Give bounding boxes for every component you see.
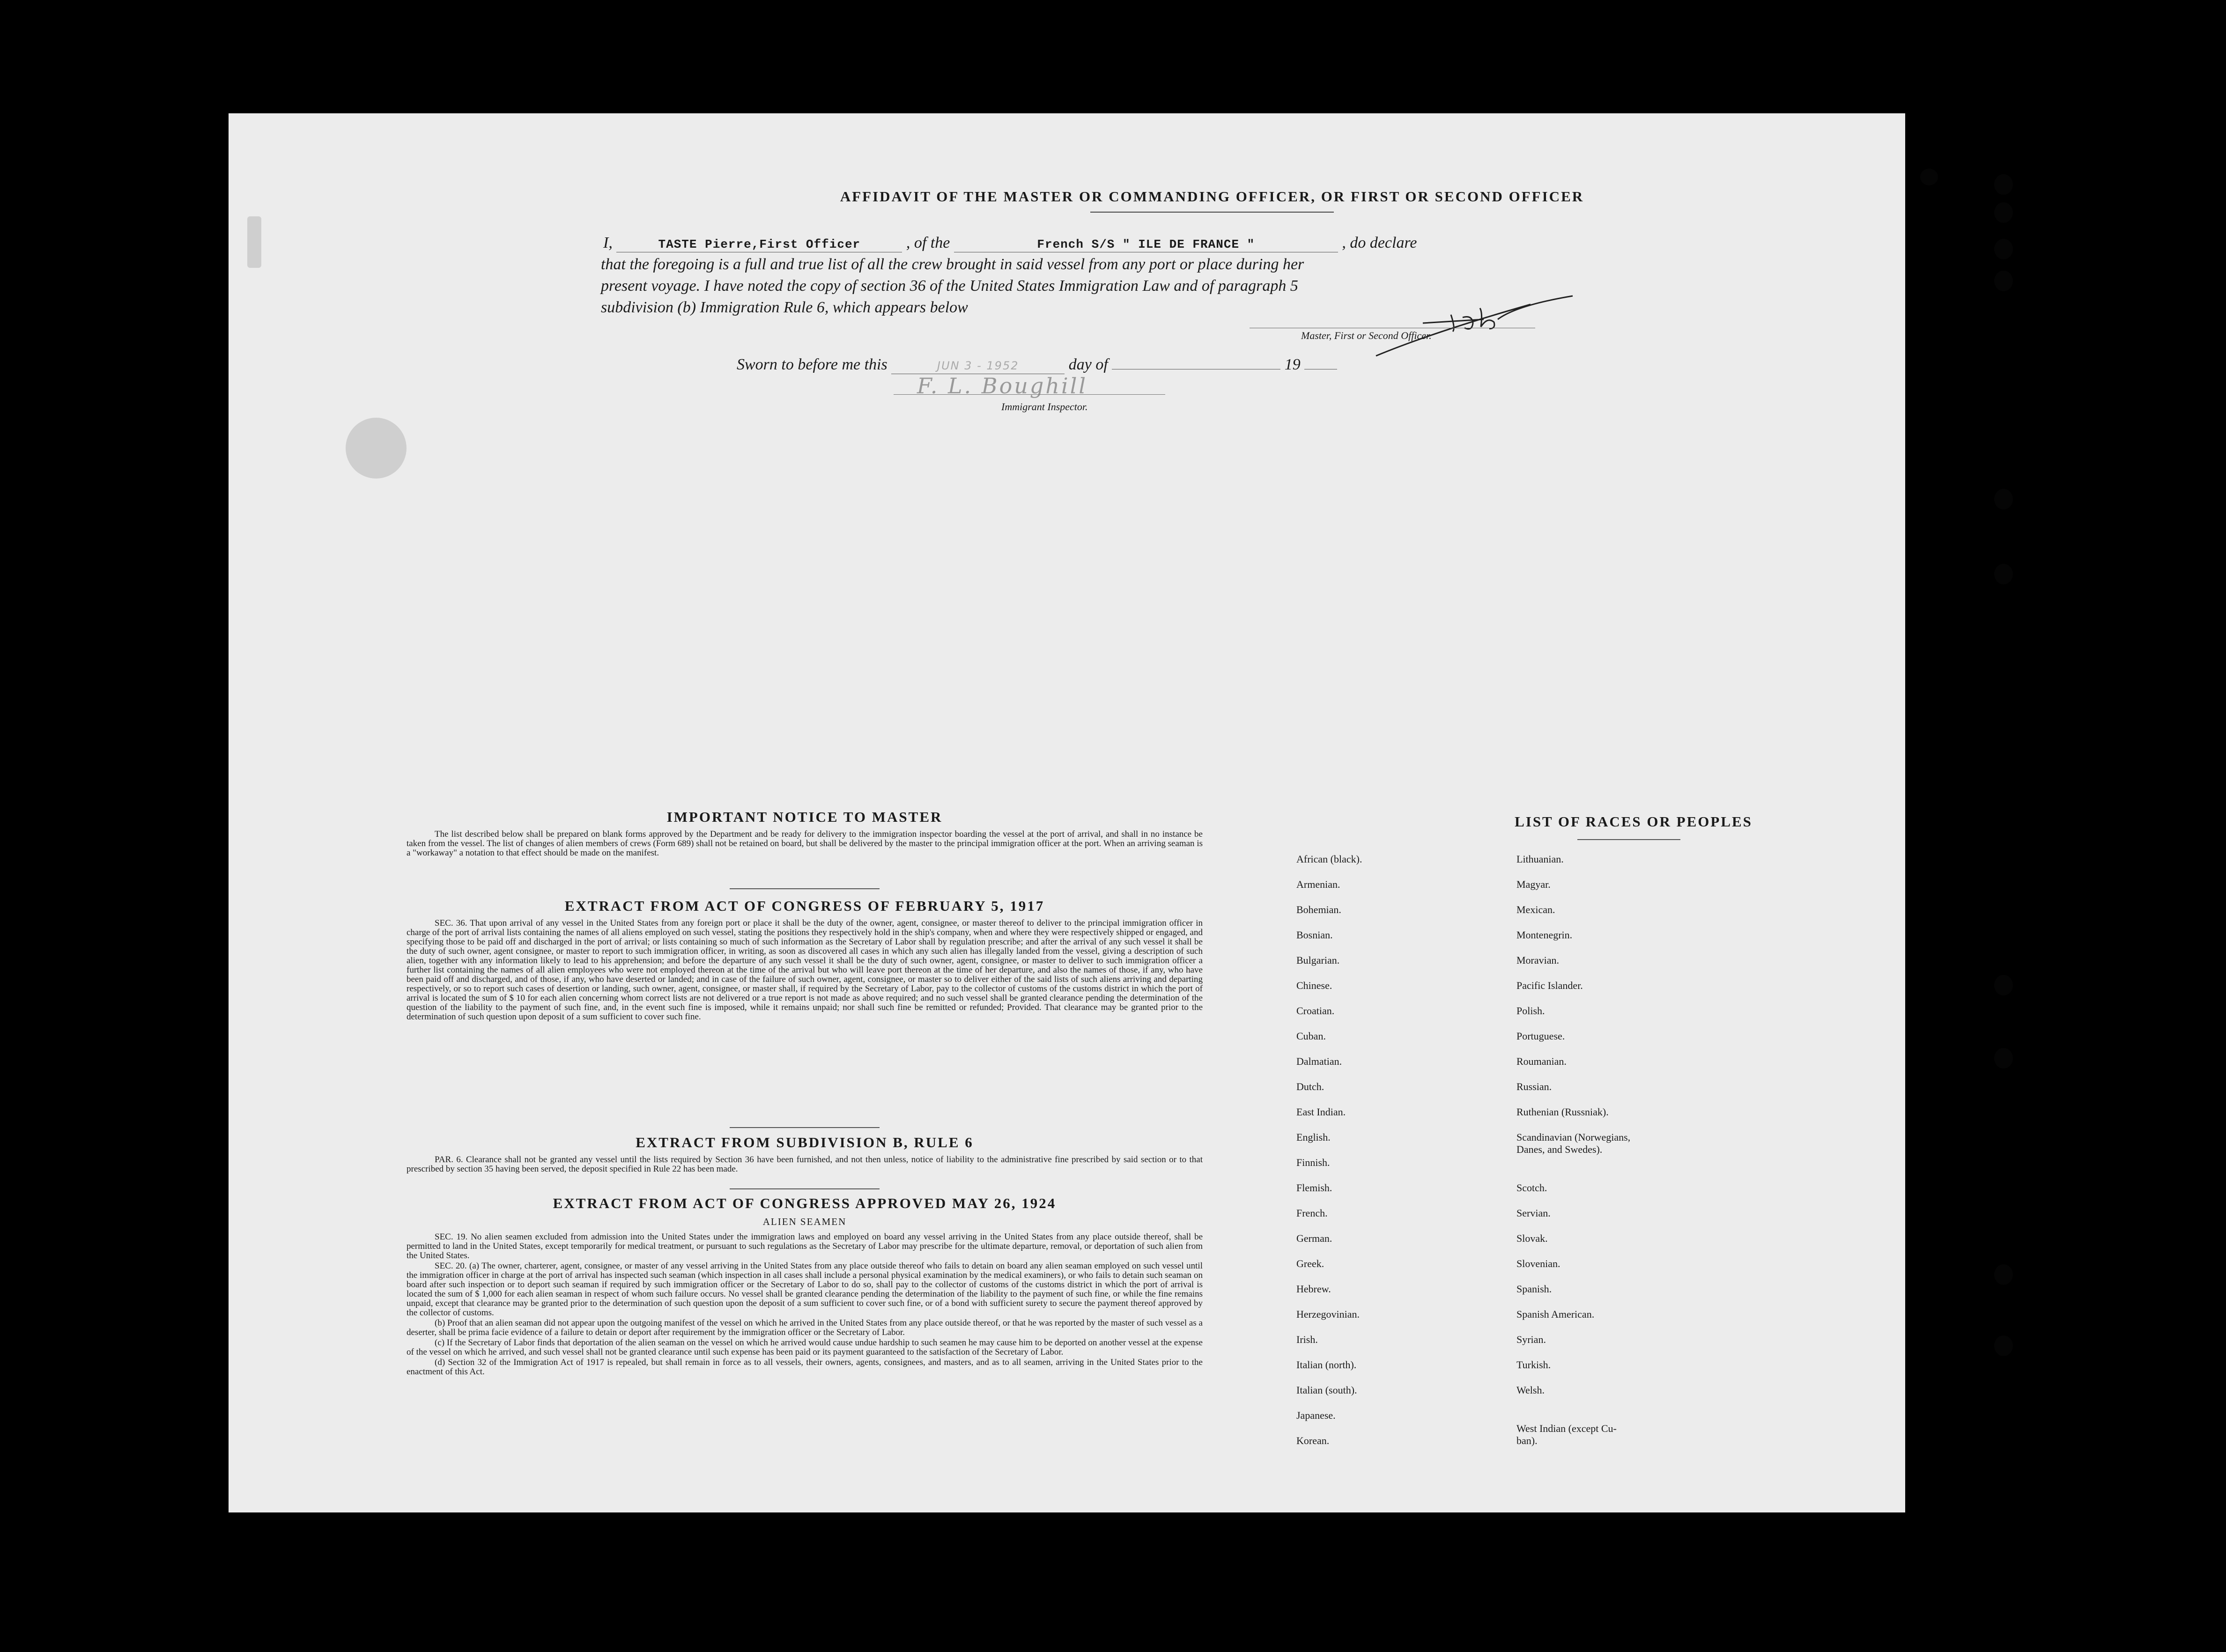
left-edge-mark	[247, 216, 261, 268]
punch-hole	[1994, 174, 2013, 195]
rule6-text: PAR. 6. Clearance shall not be granted any vessel until the lists required by Section 36 have been furnished, and not then unless, notice of liability to the administrative fine prescribed by said section or to that prescribed by section 35 having been served, the deposit specified in Rule 22 has been made.	[407, 1155, 1203, 1174]
race-item: Ruthenian (Russniak).	[1516, 1106, 1609, 1118]
vessel-name-field	[954, 234, 1338, 252]
race-item: German.	[1296, 1232, 1332, 1244]
race-item: Syrian.	[1516, 1334, 1546, 1345]
race-item: Italian (north).	[1296, 1359, 1357, 1371]
race-item: Bulgarian.	[1296, 954, 1340, 966]
sec20a-text: SEC. 20. (a) The owner, charterer, agent, consignee, or master of any vessel arriving in the United States from any place outside thereof who fails to detain on board any alien seaman employed on such vessel until the immigration officer in charge at the port of arrival has inspected such seaman (which inspection in all cases shall include a personal physical examination by the medical examiners), or who fails to detain such seaman on board after such inspection or to deport such seaman if required by such immigration officer or the Secretary of Labor to do so, shall pay to the collector of customs of the customs district in which the port of arrival is located the sum of $ 1,000 for each alien seaman in respect of whom such failure occurs. No vessel shall be granted clearance pending the determination of the liability to the payment of such fine, or while the fine remains unpaid, except that clearance may be granted prior to the determination of such question upon the deposit of a sum sufficient to cover such fine, or of a bond with sufficient surety to secure the payment thereof approved by the collector of customs.	[407, 1261, 1203, 1318]
affidavit-i: I,	[603, 234, 613, 251]
race-item: Polish.	[1516, 1005, 1545, 1017]
race-item: Bohemian.	[1296, 904, 1341, 915]
race-item: Greek.	[1296, 1258, 1324, 1269]
extract-1917-text: SEC. 36. That upon arrival of any vessel in the United States from any foreign port or place it shall be the duty of the owner, agent, consignee, or master thereof to deliver to the principal immigration officer in charge of the port of arrival lists containing the names of all aliens employed on such vessel, stating the positions they respectively hold in the ship's company, when and where they were respectively shipped or engaged, and specifying those to be paid off and discharged in the port of arrival; or lists containing so much of such information as the Secretary of Labor shall by regulation prescribe; and after the arrival of any such vessel it shall be the duty of such owner, agent consignee, or master to report to such immigration officer, in writing, as soon as discovered all cases in which any such alien has illegally landed from the vessel, giving a description of such alien, together with any information likely to lead to his apprehension; and before the departure of any such vessel it shall be the duty of such owner, agent, consignee, or master to deliver to such immigration officer a further list containing the names of all alien employees who were not employed thereon at the time of the arrival but who will leave port thereon at the time of her departure, and also the names of those, if any, who have been paid off and discharged, and of those, if any, who have deserted or landed; and in case of the failure of such owner, agent, consignee, or master so to deliver either of the said lists of such aliens arriving and departing respectively, or so to report such cases of desertion or landing, such owner, agent, consignee, or master shall, if required by the Secretary of Labor, pay to the collector of customs of the customs district in which the port of arrival is located the sum of $ 10 for each alien concerning whom correct lists are not delivered or a true report is not made as above required; and no such vessel shall be granted clearance pending the determination of the question of the liability to the payment of such fine, and, in the event such fine is imposed, while it remains unpaid; nor shall such fine be remitted or refunded; Provided. That clearance may be granted prior to the determination of such question upon deposit of a sum sufficient to cover such fine.	[407, 918, 1203, 1022]
sec19-text: SEC. 19. No alien seamen excluded from admission into the United States under the immigration laws and employed on board any vessel arriving in the United States from any place outside thereof, shall be permitted to land in the United States, except temporarily for medical treatment, or pursuant to such regulations as the Secretary of Labor may prescribe for the ultimate departure, removal, or deportation of such alien from the United States.	[407, 1232, 1203, 1261]
vessel-name: French S/S " ILE DE FRANCE "	[1037, 237, 1255, 251]
extract-1924-block	[407, 1232, 1203, 1378]
race-item: Servian.	[1516, 1207, 1551, 1219]
race-item: Korean.	[1296, 1435, 1330, 1446]
race-item: Dalmatian.	[1296, 1055, 1342, 1067]
race-item: Pacific Islander.	[1516, 980, 1583, 991]
race-item: Japanese.	[1296, 1409, 1336, 1421]
race-item: Scandinavian (Norwegians, Danes, and Swedes).	[1516, 1131, 1631, 1155]
sworn-text: Sworn to before me this	[737, 356, 887, 373]
race-item: Lithuanian.	[1516, 853, 1564, 865]
race-item: Slovak.	[1516, 1232, 1548, 1244]
year-text: 19	[1284, 356, 1301, 373]
notice-rule	[730, 888, 880, 889]
date-stamp: JUN 3 - 1952	[937, 359, 1019, 372]
race-item: Turkish.	[1516, 1359, 1551, 1371]
punch-hole	[1994, 564, 2013, 584]
officer-name: TASTE Pierre,First Officer	[658, 237, 861, 251]
race-item: Herzegovinian.	[1296, 1308, 1360, 1320]
race-item: Mexican.	[1516, 904, 1555, 915]
punch-hole	[1994, 975, 2013, 996]
race-item: English.	[1296, 1131, 1331, 1143]
sec20b-text: (b) Proof that an alien seaman did not appear upon the outgoing manifest of the vessel on which he arrived in the United States from any place outside thereof, or that he was reported by the master of such vessel as a deserter, shall be prima facie evidence of a failure to detain or deport after requirement by the immigration officer or the Secretary of Labor.	[407, 1318, 1203, 1337]
race-item: Slovenian.	[1516, 1258, 1560, 1269]
sec20c-text: (c) If the Secretary of Labor finds that deportation of the alien seaman on the vessel on which he arrived would cause undue hardship to such seamen he may cause him to be deported on another vessel at the expense of the vessel on which he arrived, and such vessel shall not be granted clearance until such expense has been paid or its payment guaranteed to the satisfaction of the Secretary of Labor.	[407, 1338, 1203, 1357]
race-item: Scotch.	[1516, 1182, 1547, 1194]
affidavit-line-4: subdivision (b) Immigration Rule 6, which appears below	[601, 299, 968, 316]
stamp-seal-mark	[346, 418, 407, 479]
race-item: Croatian.	[1296, 1005, 1335, 1017]
of-the-text: , of the	[906, 234, 950, 251]
inspector-label: Immigrant Inspector.	[1001, 401, 1088, 413]
extract-1917-block	[407, 919, 1203, 1023]
races-title: LIST OF RACES OR PEOPLES	[1515, 813, 1753, 830]
inspector-signature-line	[894, 394, 1165, 395]
extract-1924-title: EXTRACT FROM ACT OF CONGRESS APPROVED MAY 26, 1924	[553, 1195, 1057, 1211]
notice-text-block	[407, 830, 1203, 859]
punch-hole	[1994, 202, 2013, 223]
officer-name-field	[616, 234, 902, 252]
race-item: Roumanian.	[1516, 1055, 1567, 1067]
punch-hole	[1994, 271, 2013, 291]
affidavit-line-3: present voyage. I have noted the copy of section 36 of the United States Immigration Law and of paragraph 5	[601, 277, 1298, 295]
rule6-block	[407, 1155, 1203, 1175]
race-item: Irish.	[1296, 1334, 1318, 1345]
extract-1917-rule	[730, 1127, 880, 1128]
race-item: Flemish.	[1296, 1182, 1332, 1194]
race-item: East Indian.	[1296, 1106, 1346, 1118]
rule6-title: EXTRACT FROM SUBDIVISION B, RULE 6	[636, 1134, 974, 1150]
race-item: Bosnian.	[1296, 929, 1333, 941]
race-item: Finnish.	[1296, 1157, 1330, 1168]
affidavit-line-1	[603, 234, 1727, 252]
do-declare-text: , do declare	[1342, 234, 1417, 251]
race-item: Spanish American.	[1516, 1308, 1595, 1320]
notice-title: IMPORTANT NOTICE TO MASTER	[666, 809, 943, 825]
race-item: Armenian.	[1296, 878, 1340, 890]
punch-hole	[1994, 1264, 2013, 1285]
punch-hole	[1994, 1335, 2013, 1356]
race-item: Russian.	[1516, 1081, 1552, 1092]
title-rule	[1090, 212, 1334, 213]
race-item: Welsh.	[1516, 1384, 1545, 1396]
officer-signature	[1371, 287, 1577, 357]
rule6-rule	[730, 1188, 880, 1189]
race-item: Chinese.	[1296, 980, 1332, 991]
alien-seamen-heading: ALIEN SEAMEN	[762, 1216, 847, 1227]
punch-hole	[1920, 169, 1938, 185]
race-item: Magyar.	[1516, 878, 1551, 890]
race-item: French.	[1296, 1207, 1328, 1219]
extract-1917-title: EXTRACT FROM ACT OF CONGRESS OF FEBRUARY 5, 1917	[564, 898, 1045, 914]
races-rule	[1577, 839, 1680, 840]
race-item: West Indian (except Cu- ban).	[1516, 1423, 1617, 1446]
affidavit-line-2: that the foregoing is a full and true list of all the crew brought in said vessel from any port or place during her	[601, 256, 1304, 273]
document-page	[229, 113, 1905, 1512]
punch-hole	[1994, 239, 2013, 259]
officer-label: Master, First or Second Officer.	[1301, 330, 1432, 341]
sworn-line	[737, 356, 1337, 374]
sworn-date-field	[891, 356, 1065, 374]
race-item: African (black).	[1296, 853, 1362, 865]
punch-hole	[1994, 1048, 2013, 1069]
punch-hole	[1994, 489, 2013, 509]
affidavit-title: AFFIDAVIT OF THE MASTER OR COMMANDING OFFICER, OR FIRST OR SECOND OFFICER	[840, 188, 1584, 205]
race-item: Hebrew.	[1296, 1283, 1331, 1295]
race-item: Spanish.	[1516, 1283, 1552, 1295]
race-item: Cuban.	[1296, 1030, 1326, 1042]
sec20d-text: (d) Section 32 of the Immigration Act of 1917 is repealed, but shall remain in force as to all vessels, their owners, agents, consignees, and masters, and as to all seamen, arriving in the United States prior to the enactment of this Act.	[407, 1357, 1203, 1377]
race-item: Italian (south).	[1296, 1384, 1357, 1396]
race-item: Portuguese.	[1516, 1030, 1565, 1042]
race-item: Moravian.	[1516, 954, 1560, 966]
race-item: Dutch.	[1296, 1081, 1324, 1092]
race-item: Montenegrin.	[1516, 929, 1573, 941]
day-of-text: day of	[1068, 356, 1108, 373]
inspector-signature: F. L. Boughill	[917, 373, 1088, 398]
notice-text: The list described below shall be prepared on blank forms approved by the Department and be ready for delivery to the immigration inspector boarding the vessel at the port of arrival, and shall in no instance be taken from the vessel. The list of changes of alien members of crews (Form 689) shall not be retained on board, but shall be delivered by the master to the principal immigration officer at the port. When an arriving seaman is a "workaway" a notation to that effect should be made on the manifest.	[407, 829, 1203, 858]
